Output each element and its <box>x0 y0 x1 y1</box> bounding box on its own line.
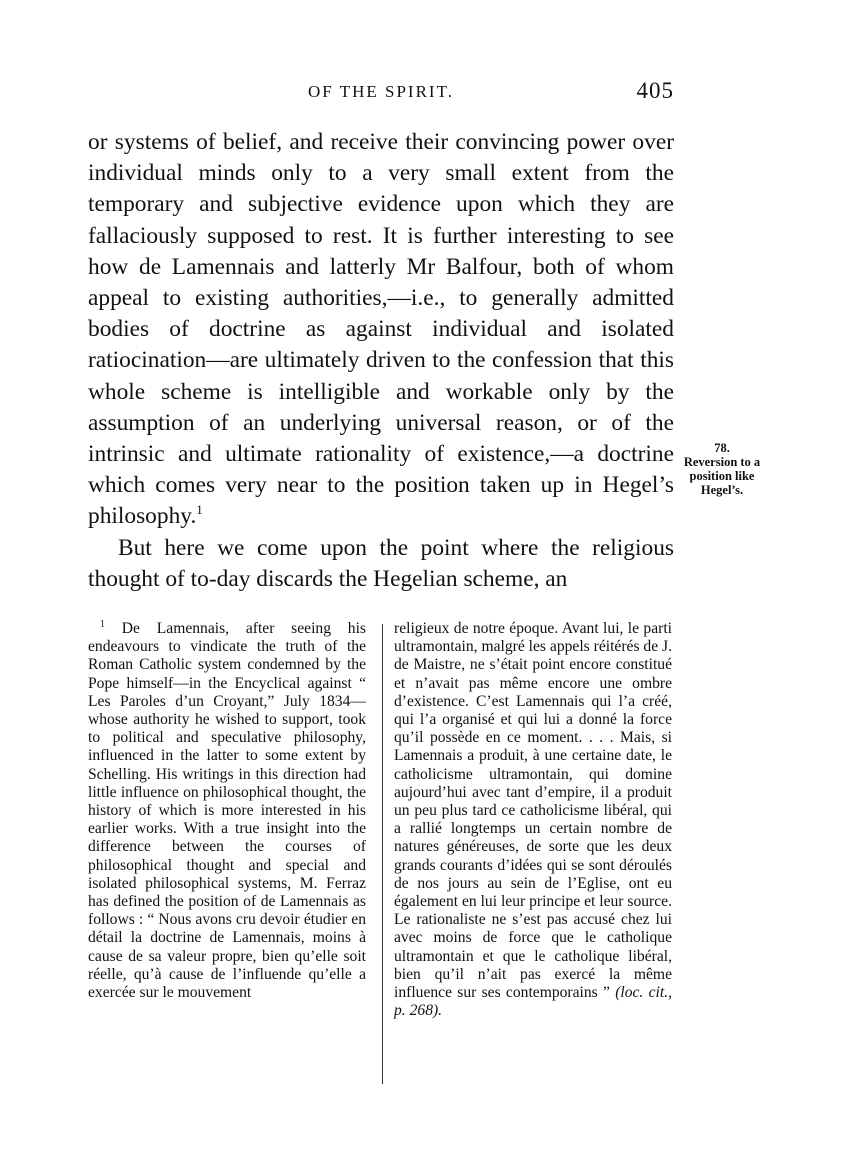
footnote-reference: 1 <box>196 502 203 518</box>
footnote-right-paragraph <box>394 620 672 1020</box>
footnote-left-text: De Lamennais, after seeing his endeavours to vindicate the truth of the Roman Catholic system condemned by the Pope himself—in the Encyclical against “ Les Paroles d’un Croyant,” July 1834—whose authority he wished to support, took to political and speculative philosophy, influenced in the latter to some extent by Schelling. His writings in this direction had little influence on philosophical thought, the history of which is more interested in his earlier works. With a true insight into the difference between the courses of philosophical thought and special and isolated philosophical systems, M. Ferraz has defined the position of de Lamennais as follows : “ Nous avons cru devoir étudier en détail la doctrine de Lamennais, moins à cause de sa valeur propre, bien qu’elle soit réelle, qu’à cause de l’influende qu’elle a exercée sur le mouvement <box>88 620 366 1002</box>
footnote-left-column <box>88 620 366 1002</box>
footnote-marker: 1 <box>100 618 105 630</box>
margin-note-text: Reversion to a position like Hegel’s. <box>683 455 761 497</box>
main-text <box>88 127 674 595</box>
page-number: 405 <box>636 78 674 103</box>
footnotes <box>88 620 674 1090</box>
footnote-citation: (loc. cit., p. 268). <box>394 984 672 1020</box>
margin-note <box>676 441 768 497</box>
footnote-left-paragraph <box>88 620 366 1002</box>
paragraph-1-text: or systems of belief, and receive their convincing power over individual minds only to a very small extent from the temporary and subjective evidence upon which they are fallaciously supposed to rest. It is further interesting to see how de Lamennais and latterly Mr Balfour, both of whom appeal to existing authorities,—i.e., to generally admitted bodies of doctrine as against individual and isolated ratiocination—are ultimately driven to the confession that this whole scheme is intelligible and workable only by the assumption of an underlying universal reason, or of the intrinsic and ultimate rationality of existence,—a doctrine which comes very near to the position taken up in Hegel’s philosophy. <box>88 129 674 530</box>
running-head <box>88 78 674 106</box>
running-title: OF THE SPIRIT. <box>308 82 454 101</box>
footnote-right-column <box>394 620 672 1020</box>
margin-note-number: 78. <box>714 441 730 455</box>
column-divider <box>382 624 383 1084</box>
footnote-right-text: religieux de notre époque. Avant lui, le parti ultramontain, malgré les appels réitérés de J. de Maistre, ne s’était point encore constitué et n’avait pas même encore une ombre d’existence. C’est Lamennais qui l’a créé, qui l’a organisé et qui lui a donné la force qu’il possède en ce moment. . . . Mais, si Lamennais a produit, à une certaine date, le catholicisme ultramontain, qui domine aujourd’hui avec tant d’empire, il a produit un peu plus tard ce catholicisme libéral, qui a rallié longtemps un certain nombre de natures généreuses, de sorte que les deux grands courants d’idées qui se sont déroulés de nos jours au sein de l’Eglise, ont eu également en lui leur principe et leur source. Le rationaliste ne s’est pas accusé chez lui avec moins de force que le catholique ultramontain et que le catholique libéral, bien qu’il n’ait pas exercé la même influence sur ses contemporains ” <box>394 620 672 1002</box>
paragraph-1 <box>88 127 674 533</box>
paragraph-2: But here we come upon the point where the religious thought of to-day discards the Hegelian scheme, an <box>88 534 674 592</box>
